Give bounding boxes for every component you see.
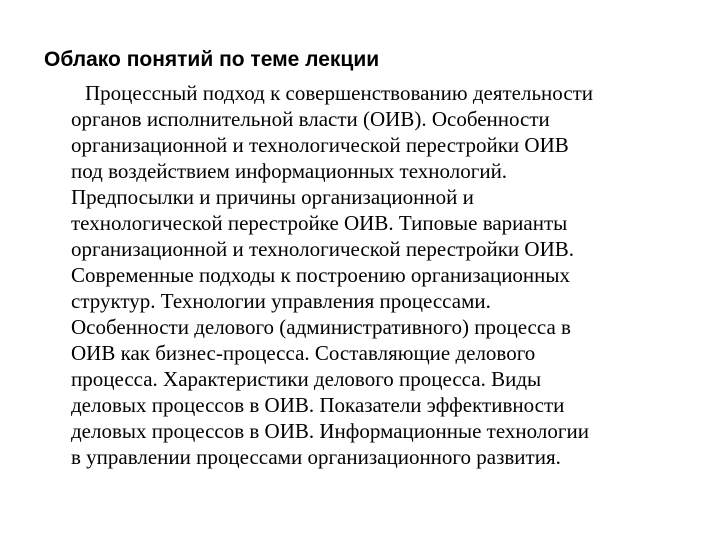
text-line: деловых процессов в ОИВ. Показатели эффективности [71,393,565,417]
text-line: в управлении процессами организационного развития. [71,445,561,469]
text-line: ОИВ как бизнес-процесса. Составляющие делового [71,341,536,365]
text-line: Предпосылки и причины организационной и [71,185,474,209]
text-line: Особенности делового (административного) процесса в [71,315,571,339]
text-line: организационной и технологической перестройки ОИВ. [71,237,574,261]
text-line: организационной и технологической перестройки ОИВ [71,133,569,157]
text-line: процесса. Характеристики делового процесса. Виды [71,367,542,391]
text-line: под воздействием информационных технологий. [71,159,508,183]
text-line: структур. Технологии управления процессами. [71,289,491,313]
text-line: деловых процессов в ОИВ. Информационные технологии [71,419,589,443]
text-line: Процессный подход к совершенствованию деятельности [85,81,594,105]
text-line: органов исполнительной власти (ОИВ). Особенности [71,107,550,131]
text-line: технологической перестройке ОИВ. Типовые варианты [71,211,568,235]
slide-title: Облако понятий по теме лекции [44,48,380,71]
concept-cloud-text [71,80,711,470]
text-line: Современные подходы к построению организационных [71,263,571,287]
